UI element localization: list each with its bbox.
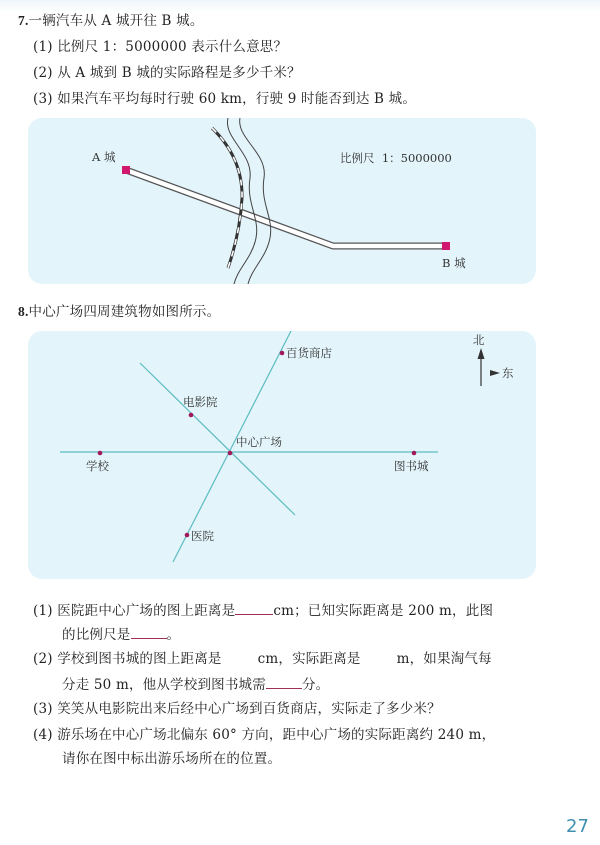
scale-label	[340, 151, 452, 165]
school-label: 学校	[86, 459, 109, 473]
q8-sub-2-line-2	[62, 674, 329, 694]
library-dot	[412, 451, 417, 456]
hospital-dot	[185, 533, 190, 538]
compass-north-label: 北	[473, 333, 485, 347]
q8-sub-1-line-1	[33, 600, 493, 620]
q8-sub-2-text-c: m，如果淘气每	[396, 651, 492, 667]
cinema-label: 电影院	[183, 395, 218, 409]
q8-sub-2-line-1	[33, 650, 492, 668]
q8-number: 8.	[18, 304, 29, 319]
q7-number: 7.	[18, 13, 29, 28]
library-label: 图书城	[394, 459, 429, 473]
q7-sub-3: (3) 如果汽车平均每时行驶 60 km，行驶 9 时能否到达 B 城。	[33, 91, 417, 107]
cinema-dot	[189, 413, 194, 418]
compass-icon	[478, 348, 501, 386]
q8-sub-1-text-d: 。	[166, 627, 181, 643]
city-b-label: B 城	[442, 256, 466, 270]
answer-blank-minutes[interactable]	[266, 674, 302, 689]
q8-sub-2-text-a: 学校到图书城的图上距离是	[57, 651, 222, 667]
q8-sub-3	[33, 700, 441, 718]
q8-sub-4-number: (4)	[33, 727, 53, 743]
q7-sub-2: (2) 从 A 城到 B 城的实际路程是多少千米？	[33, 65, 301, 81]
q8-sub-2-text-e: 分。	[301, 677, 330, 693]
q8-sub-1-text-a: 医院距中心广场的图上距离是	[57, 603, 236, 619]
q7-sub-1: (1) 比例尺 1：5000000 表示什么意思？	[33, 39, 288, 55]
scale-value: 1：5000000	[381, 151, 452, 165]
q8-sub-4-text-a: 游乐场在中心广场北偏东 60° 方向，距中心广场的实际距离约 240 m，	[57, 727, 496, 743]
railway-icon	[212, 128, 242, 268]
answer-blank-map-distance[interactable]	[235, 600, 273, 615]
page-number: 27	[566, 816, 589, 837]
q8-sub-1-text-b: cm；已知实际距离是 200 m，此图	[273, 603, 494, 619]
q8-sub-2-number: (2)	[33, 651, 53, 667]
q8-sub-4-line-1	[33, 726, 495, 744]
q8-map-panel	[28, 331, 536, 579]
q8-text: 中心广场四周建筑物如图所示。	[28, 304, 221, 320]
hospital-label: 医院	[191, 529, 214, 543]
q8-sub-3-text: 笑笑从电影院出来后经中心广场到百货商店，实际走了多少米？	[57, 701, 441, 717]
q7-text: 一辆汽车从 A 城开往 B 城。	[28, 13, 204, 29]
q8-prompt	[18, 303, 220, 321]
city-a-label: A 城	[92, 150, 116, 164]
q8-sub-1-text-c: 的比例尺是	[62, 627, 131, 643]
q8-sub-1-number: (1)	[33, 603, 53, 619]
center-dot	[228, 451, 233, 456]
q8-sub-1-line-2	[62, 624, 180, 644]
school-dot	[98, 451, 103, 456]
river-icon	[227, 118, 270, 284]
page-top-band	[0, 0, 600, 12]
q8-sub-3-number: (3)	[33, 701, 53, 717]
center-label: 中心广场	[236, 435, 282, 449]
road-icon	[126, 170, 446, 246]
answer-blank-scale[interactable]	[131, 624, 167, 639]
scale-label-text: 比例尺	[340, 151, 375, 165]
q8-sub-2-text-d: 分走 50 m，他从学校到图书城需	[62, 677, 266, 693]
city-b-marker	[442, 242, 450, 250]
q8-sub-2-text-b: cm，实际距离是	[257, 651, 361, 667]
q7-prompt	[18, 12, 204, 30]
compass-east-label: 东	[502, 366, 514, 380]
q8-sub-4-line-2: 请你在图中标出游乐场所在的位置。	[62, 751, 282, 767]
city-a-marker	[122, 166, 130, 174]
store-label: 百货商店	[286, 346, 332, 360]
q7-map-panel	[28, 118, 536, 284]
q8-plaza-map	[28, 331, 536, 579]
store-dot	[280, 351, 285, 356]
